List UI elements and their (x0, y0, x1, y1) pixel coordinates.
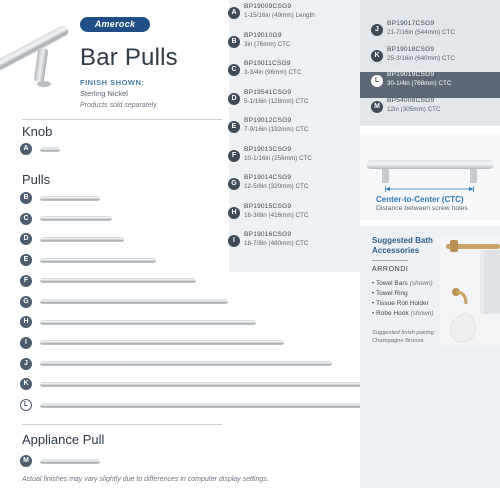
spec-sku: BP19017CSG9 (387, 20, 435, 27)
pull-bar-m (40, 459, 100, 464)
bullet: • (372, 310, 377, 317)
bronze-accessory-image (440, 236, 500, 346)
item-badge-f: F (20, 275, 32, 287)
spec-sku: BP19014CSG9 (244, 174, 292, 181)
spec-size: 3-3/4in (96mm) CTC (244, 69, 302, 76)
spec-badge-f: F (228, 150, 240, 162)
spec-size: 10-1/16in (256mm) CTC (244, 154, 312, 162)
accessories-title: Suggested Bath Accessories (372, 236, 433, 255)
pull-bar-b (40, 196, 100, 201)
spec-sku: BP19018CSG9 (387, 45, 435, 53)
finish-label: FINISH SHOWN: (80, 78, 145, 87)
accessory-name: Towel Ring (375, 290, 408, 297)
pull-bar-i (40, 340, 284, 345)
accessory-note: (shown) (410, 310, 434, 317)
bullet: • (372, 300, 376, 307)
item-badge-j: J (20, 358, 32, 370)
spec-badge-i: I (228, 235, 240, 247)
spec-size: 12in (305mm) CTC (387, 105, 441, 113)
spec-sku: BP19011CSG9 (244, 60, 291, 67)
finish-value: Sterling Nickel (80, 89, 128, 98)
spec-size: 3in (76mm) CTC (244, 40, 291, 48)
pairing-label: Suggested finish pairing: (372, 330, 436, 336)
accessory-name: Tissue Roll Holder (375, 300, 429, 307)
spec-badge-l: L (371, 75, 383, 87)
item-badge-e: E (20, 254, 32, 266)
accessories-collection: ARRONDI (372, 266, 409, 273)
pull-bar-f (40, 278, 196, 283)
spec-badge-h: H (228, 207, 240, 219)
spec-size: 16-3/8in (416mm) CTC (244, 211, 309, 219)
pull-bar-g (40, 299, 228, 304)
bullet: • (372, 290, 376, 297)
spec-sku: BP19015CSG9 (244, 202, 292, 210)
item-badge-m: M (20, 455, 32, 467)
spec-badge-b: B (228, 36, 240, 48)
spec-badge-g: G (228, 178, 240, 190)
spec-size: 25-3/16in (640mm) CTC (387, 54, 455, 62)
spec-size: 1-15/16in (49mm) Length (244, 12, 315, 19)
spec-sku: BP19541CSG9 (244, 88, 292, 96)
brand-logo: Amerock (80, 17, 150, 32)
spec-size: 12-5/8in (320mm) CTC (244, 183, 309, 190)
ctc-subtitle: Distance between screw holes (376, 205, 468, 212)
spec-size: 18-7/8in (480mm) CTC (244, 240, 309, 247)
item-badge-h: H (20, 316, 32, 328)
item-badge-a: A (20, 143, 32, 155)
accessory-item (372, 300, 429, 307)
spec-sku: BP19013CSG9 (244, 145, 292, 153)
spec-sku: BP19010G9 (244, 31, 282, 39)
pull-bar-e (40, 258, 156, 263)
pull-bar-a (40, 147, 60, 152)
item-badge-b: B (20, 192, 32, 204)
item-badge-g: G (20, 296, 32, 308)
ctc-title: Center-to-Center (CTC) (376, 195, 464, 204)
hero-pull-image (0, 18, 76, 98)
divider (22, 119, 222, 120)
spec-badge-m: M (371, 101, 383, 113)
accessory-item (372, 280, 433, 287)
spec-size: 21-7/16in (544mm) CTC (387, 29, 455, 36)
pull-bar-k (40, 382, 372, 387)
item-badge-i: I (20, 337, 32, 349)
accessory-item (372, 310, 434, 317)
spec-badge-k: K (371, 50, 383, 62)
accessory-item (372, 290, 408, 297)
spec-badge-a: A (228, 7, 240, 19)
spec-badge-j: J (371, 24, 383, 36)
page-title: Bar Pulls (80, 44, 178, 71)
pull-bar-h (40, 320, 256, 325)
sold-separately-note: Products sold separately. (80, 102, 159, 109)
spec-badge-e: E (228, 121, 240, 133)
item-badge-d: D (20, 233, 32, 245)
spec-sku: BP19016CSG9 (244, 231, 292, 238)
accessory-note: (shown) (409, 280, 433, 287)
spec-sku: BP54008CSG9 (387, 96, 435, 104)
spec-sku: BP19012CSG9 (244, 117, 292, 124)
accessory-name: Robe Hook (376, 310, 409, 317)
spec-badge-c: C (228, 64, 240, 76)
item-badge-l: L (20, 399, 32, 411)
pull-bar-d (40, 237, 124, 242)
spec-size: 30-1/4in (768mm) CTC (387, 80, 452, 87)
item-badge-k: K (20, 378, 32, 390)
spec-size: 7-9/16in (192mm) CTC (244, 126, 309, 133)
bullet: • (372, 280, 376, 287)
spec-badge-d: D (228, 93, 240, 105)
spec-sku: BP19019CSG9 (387, 71, 435, 78)
pull-bar-l (40, 403, 408, 408)
pull-bar-c (40, 216, 112, 221)
pull-bar-j (40, 361, 332, 366)
pairing-value: Champagne Bronze (372, 338, 424, 344)
accessory-name: Towel Bars (375, 280, 408, 287)
section-pulls-heading: Pulls (22, 172, 51, 187)
accessories-divider (372, 260, 408, 261)
item-badge-c: C (20, 213, 32, 225)
section-appliance-heading: Appliance Pull (22, 432, 105, 447)
spec-sku: BP19009CSG9 (244, 3, 292, 10)
divider (22, 424, 222, 425)
display-disclaimer: Actual finishes may vary slightly due to differences in computer display settings. (22, 476, 269, 483)
spec-size: 5-1/16in (128mm) CTC (244, 97, 309, 105)
section-knob-heading: Knob (22, 124, 53, 139)
